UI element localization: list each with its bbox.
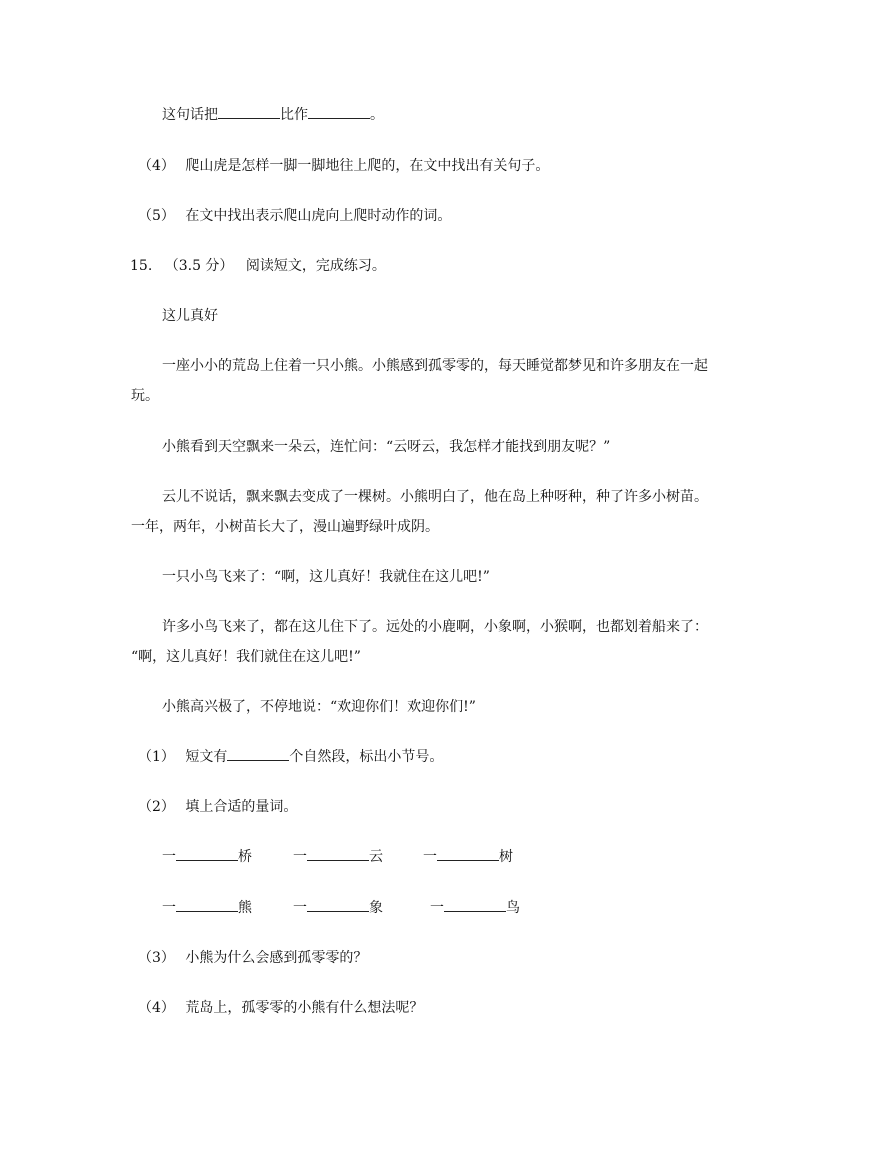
paragraph-1-line-1: 一座小小的荒岛上住着一只小熊。小熊感到孤零零的，每天睡觉都梦见和许多朋友在一起 (162, 358, 708, 374)
paragraph-1-line-2: 玩。 (131, 388, 159, 404)
paragraph-2: 小熊看到天空飘来一朵云，连忙问：“云呀云，我怎样才能找到朋友呢？” (162, 439, 611, 455)
measure-word-item: 一 鸟 (430, 900, 520, 916)
answer-blank[interactable] (218, 106, 280, 119)
measure-word-item: 一 云 (293, 849, 383, 865)
paragraph-5-line-2: “啊，这儿真好！我们就住在这儿吧!” (131, 649, 361, 665)
answer-blank[interactable] (308, 106, 370, 119)
subquestion-3: （3） 小熊为什么会感到孤零零的？ (138, 950, 368, 966)
answer-blank[interactable] (437, 848, 499, 861)
question-4: （4） 爬山虎是怎样一脚一脚地往上爬的，在文中找出有关句子。 (138, 158, 550, 174)
paragraph-6: 小熊高兴极了，不停地说：“欢迎你们！欢迎你们!” (162, 699, 476, 715)
subquestion-2: （2） 填上合适的量词。 (138, 799, 298, 815)
answer-blank[interactable] (176, 899, 238, 912)
question-5: （5） 在文中找出表示爬山虎向上爬时动作的词。 (138, 208, 452, 224)
simile-question-line: 这句话把 比作 。 (162, 107, 384, 123)
paragraph-3-line-1: 云儿不说话，飘来飘去变成了一棵树。小熊明白了，他在岛上种呀种，种了许多小树苗。 (162, 489, 708, 505)
paragraph-3-line-2: 一年，两年，小树苗长大了，漫山遍野绿叶成阴。 (131, 519, 439, 535)
passage-title: 这儿真好 (162, 308, 218, 324)
question-15-header: 15. （3.5 分） 阅读短文，完成练习。 (130, 258, 386, 274)
paragraph-4: 一只小鸟飞来了：“啊，这儿真好！我就住在这儿吧!” (162, 569, 490, 585)
measure-word-item: 一 象 (293, 900, 383, 916)
answer-blank[interactable] (307, 848, 369, 861)
answer-blank[interactable] (444, 899, 506, 912)
subquestion-4: （4） 荒岛上，孤零零的小熊有什么想法呢？ (138, 1000, 424, 1016)
answer-blank[interactable] (176, 848, 238, 861)
subquestion-1: （1） 短文有 个自然段，标出小节号。 (138, 749, 444, 765)
paragraph-5-line-1: 许多小鸟飞来了，都在这儿住下了。远处的小鹿啊，小象啊，小猴啊，也都划着船来了： (162, 619, 708, 635)
measure-word-item: 一 熊 (162, 900, 252, 916)
measure-word-item: 一 树 (423, 849, 513, 865)
measure-word-item: 一 桥 (162, 849, 252, 865)
answer-blank[interactable] (227, 748, 289, 761)
answer-blank[interactable] (307, 899, 369, 912)
